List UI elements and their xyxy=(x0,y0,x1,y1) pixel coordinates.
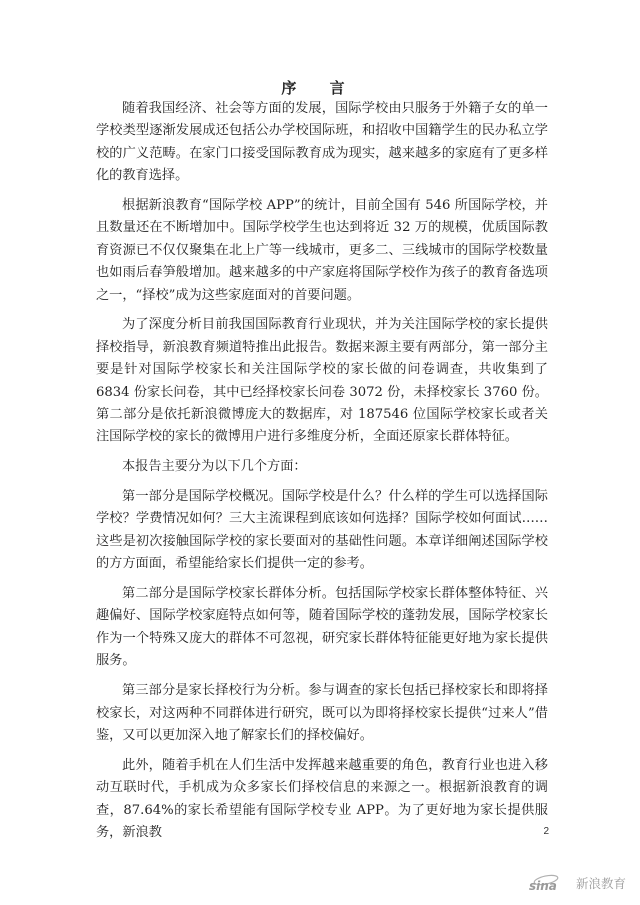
paragraph: 第三部分是家长择校行为分析。参与调查的家长包括已择校家长和即将择校家长，对这两种不同群体进行研究，既可以为即将择校家长提供“过来人”借鉴，又可以更加深入地了解家长们的择校偏好。 xyxy=(96,683,548,743)
paragraph: 随着我国经济、社会等方面的发展，国际学校由只服务于外籍子女的单一学校类型逐渐发展成还包括公办学校国际班，和招收中国籍学生的民办私立学校的广义范畴。在家门口接受国际教育成为现实，越来越多的家庭有了更多样化的教育选择。 xyxy=(96,101,548,184)
page-number: 2 xyxy=(543,826,549,837)
body-text xyxy=(96,98,548,852)
paragraph: 本报告主要分为以下几个方面： xyxy=(122,459,307,475)
paragraph: 第一部分是国际学校概况。国际学校是什么？什么样的学生可以选择国际学校？学费情况如何？三大主流课程到底该如何选择？国际学校如何面试……这些是初次接触国际学校的家长要面对的基础性问题。本章详细阐述国际学校的方方面面，希望能给家长们提供一定的参考。 xyxy=(96,489,548,572)
watermark-text: 新浪教育 xyxy=(575,876,626,891)
sina-logo-icon xyxy=(526,873,572,893)
paragraph: 根据新浪教育“国际学校 APP”的统计，目前全国有 546 所国际学校，并且数量还在不断增加中。国际学校学生也达到将近 32 万的规模，优质国际教育资源已不仅仅聚集在北上广等一线城市，更多二、三线城市的国际学校数量也如雨后春笋般增加。越来越多的中产家庭将国际学校作为孩子的教育备选项之一，“择校”成为这些家庭面对的首要问题。 xyxy=(96,198,548,303)
paragraph: 此外，随着手机在人们生活中发挥越来越重要的角色，教育行业也进入移动互联时代，手机成为众多家长们择校信息的来源之一。根据新浪教育的调查，87.64%的家长希望能有国际学校专业 APP。为了更好地为家长提供服务，新浪教 xyxy=(96,757,548,840)
sina-education-watermark xyxy=(526,871,626,895)
sina-logo-text: sina xyxy=(528,879,557,893)
paragraph: 第二部分是国际学校家长群体分析。包括国际学校家长群体整体特征、兴趣偏好、国际学校家庭特点如何等，随着国际学校的蓬勃发展，国际学校家长作为一个特殊又庞大的群体不可忽视，研究家长群体特征能更好地为家长提供服务。 xyxy=(96,586,548,669)
page-title: 序 言 xyxy=(281,79,359,97)
paragraph: 为了深度分析目前我国国际教育行业现状，并为关注国际学校的家长提供择校指导，新浪教育频道特推出此报告。数据来源主要有两部分，第一部分主要是针对国际学校家长和关注国际学校的家长做的问卷调查，共收集到了 6834 份家长问卷，其中已经择校家长问卷 3072 份，未择校家长 3760 份。第二部分是依托新浪微博庞大的数据库，对 187546 位国际学校家长或者关注国际学校的家长的微博用户进行多维度分析，全面还原家长群体特征。 xyxy=(96,317,548,445)
